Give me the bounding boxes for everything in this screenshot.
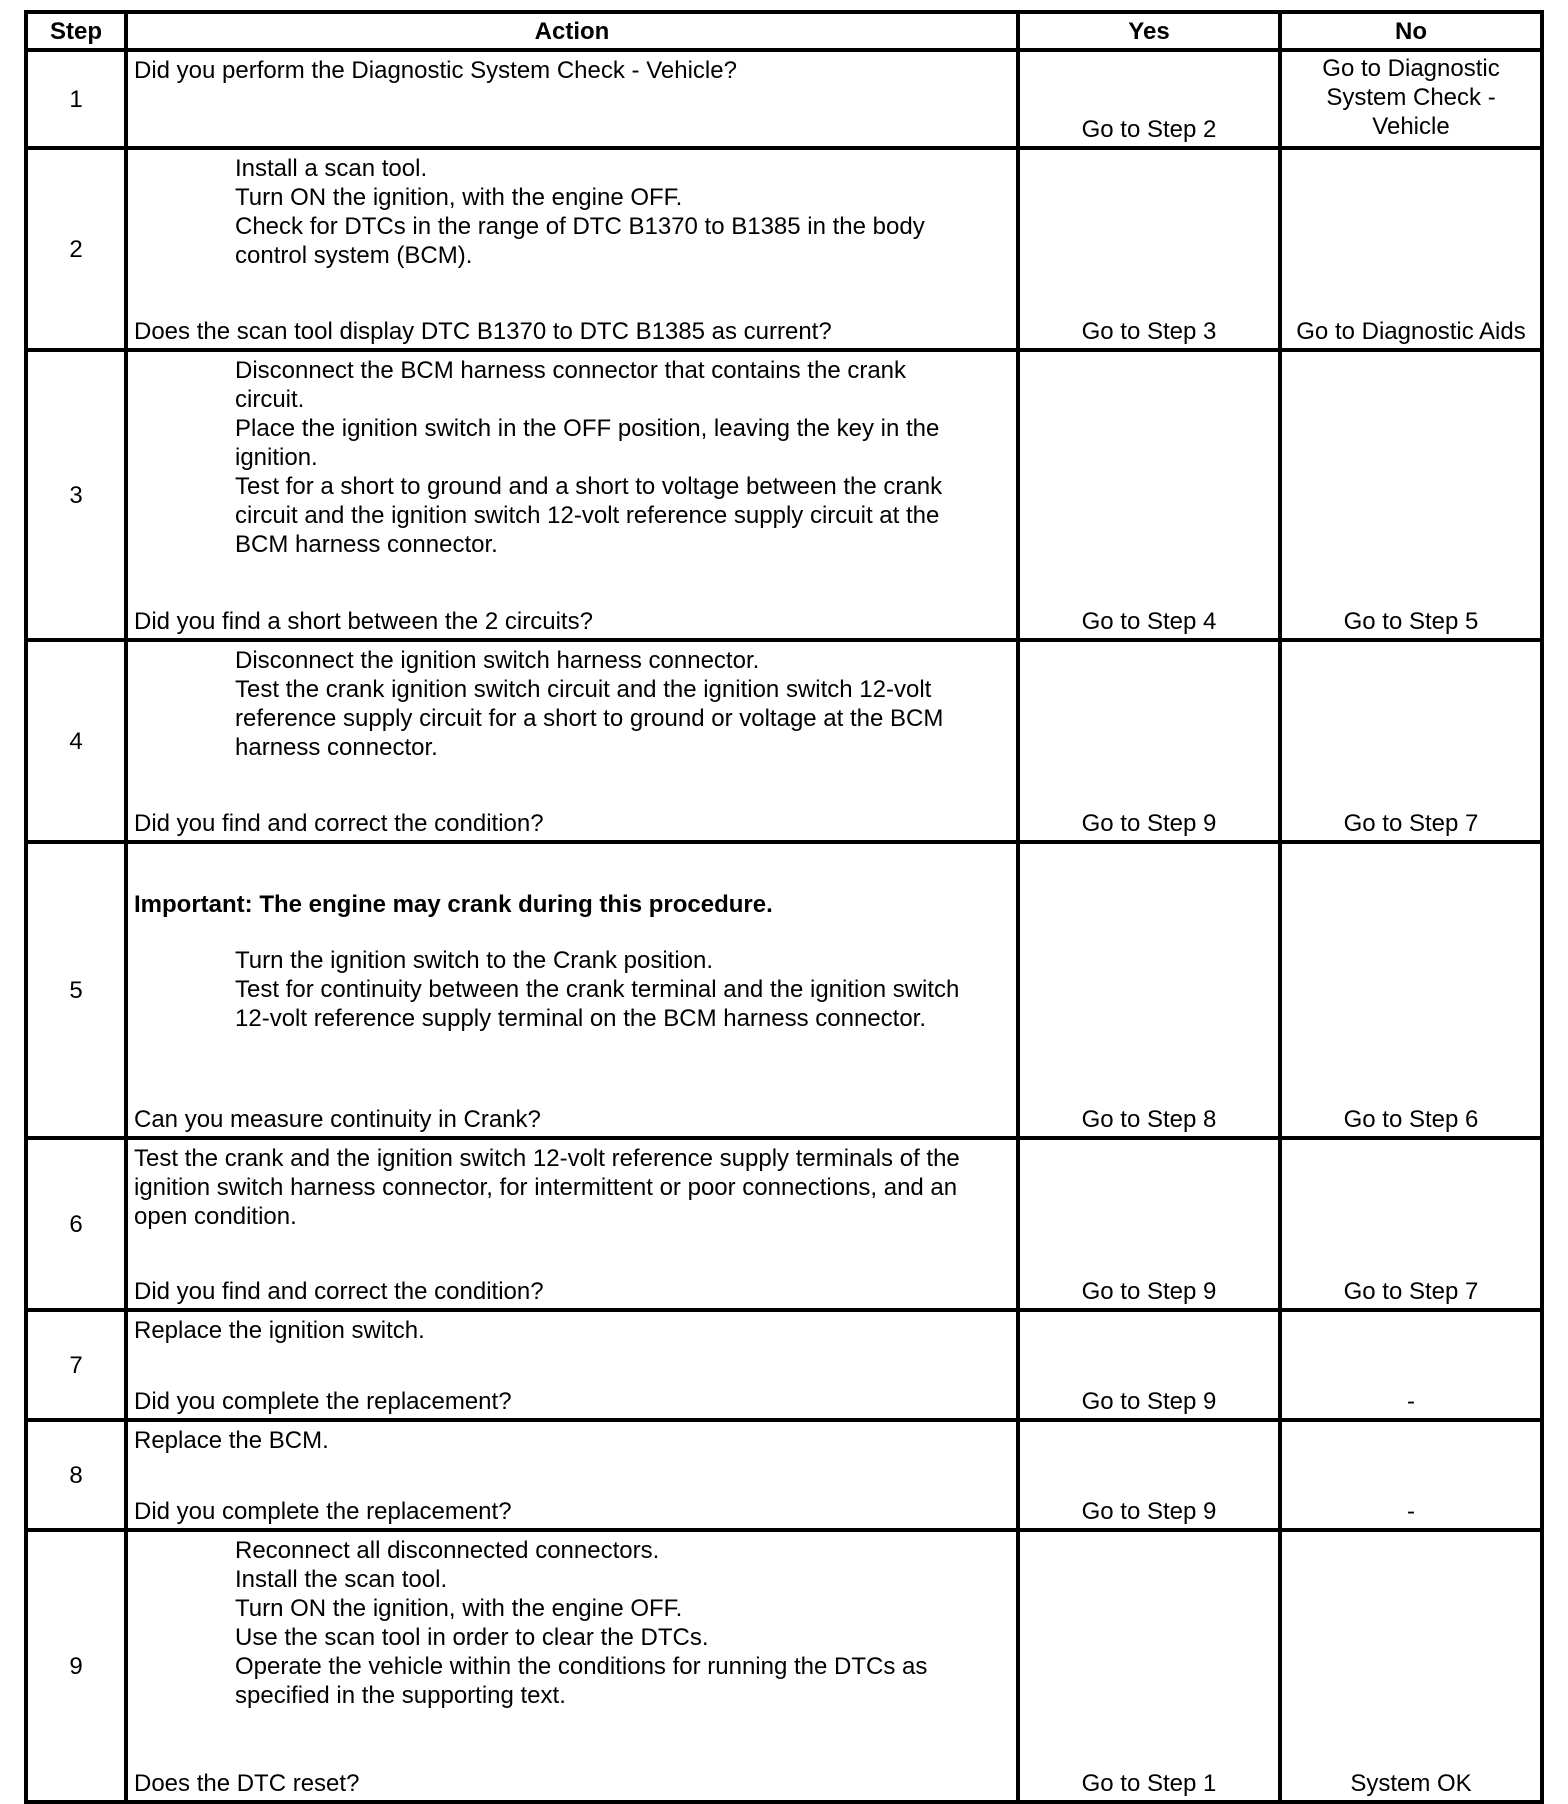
action-column-header: Action [126,12,1018,50]
no-result [1280,640,1542,842]
instruction-line: Disconnect the BCM harness connector that contains the crank [235,357,907,384]
step-column-header: Step [26,12,126,50]
no-column-header: No [1280,12,1542,50]
action-text-line: open condition. [134,1203,297,1230]
action-instruction [134,356,1010,414]
step-number: 3 [26,350,126,640]
table-row [26,350,1542,640]
instruction-line: Check for DTCs in the range of DTC B1370 to B1385 in the body [235,213,925,240]
yes-result: Go to Step 3 [1018,148,1280,350]
action-instruction [134,1565,1010,1594]
action-content [134,1426,1010,1526]
action-instruction [134,212,1010,270]
step-number: 2 [26,148,126,350]
table-row [26,1138,1542,1310]
action-question: Does the DTC reset? [134,1770,360,1797]
action-cell [126,1530,1018,1802]
action-content [134,1536,1010,1798]
spacer [134,1033,1010,1105]
action-text-line: ignition switch harness connector, for intermittent or poor connections, and an [134,1174,958,1201]
instruction-line: BCM harness connector. [235,531,498,558]
step-number: 1 [26,50,126,148]
yes-result: Go to Step 2 [1018,50,1280,148]
step-number: 6 [26,1138,126,1310]
action-instruction [134,1652,1010,1710]
instruction-line: reference supply circuit for a short to ground or voltage at the BCM [235,705,944,732]
spacer [134,1231,1010,1277]
action-question: Did you find and correct the condition? [134,810,544,837]
instruction-line: Place the ignition switch in the OFF position, leaving the key in the [235,415,940,442]
instruction-line: specified in the supporting text. [235,1682,566,1709]
no-result-line: Go to Step 7 [1343,810,1479,837]
table-row [26,1530,1542,1802]
action-text-line: Replace the ignition switch. [134,1317,425,1344]
action-question: Can you measure continuity in Crank? [134,1106,541,1133]
action-question: Does the scan tool display DTC B1370 to DTC B1385 as current? [134,318,832,345]
step-number: 4 [26,640,126,842]
table-row [26,148,1542,350]
action-instruction [134,1623,1010,1652]
action-content [134,1316,1010,1416]
action-instruction [134,1594,1010,1623]
instruction-line: Turn ON the ignition, with the engine OFF. [235,184,683,211]
no-result-line: - [1407,1388,1415,1415]
action-cell [126,1138,1018,1310]
action-instruction [134,183,1010,212]
no-result [1280,1310,1542,1420]
instruction-line: Turn ON the ignition, with the engine OFF. [235,1595,683,1622]
yes-result: Go to Step 9 [1018,1310,1280,1420]
action-content [134,154,1010,346]
no-result [1280,1138,1542,1310]
spacer [134,559,1010,607]
no-result-line: - [1407,1498,1415,1525]
no-result-line: System OK [1350,1770,1472,1797]
action-content [134,848,1010,1134]
step-number: 8 [26,1420,126,1530]
instruction-line: Test for a short to ground and a short to voltage between the crank [235,473,943,500]
spacer [134,1345,1010,1387]
instruction-line: Reconnect all disconnected connectors. [235,1537,660,1564]
instruction-line: ignition. [235,444,318,471]
action-cell [126,1310,1018,1420]
table-row [26,640,1542,842]
spacer [134,919,1010,946]
header-row [26,12,1542,50]
action-cell [126,842,1018,1138]
instruction-line: Turn the ignition switch to the Crank position. [235,947,714,974]
spacer [134,270,1010,317]
table-row [26,842,1542,1138]
instruction-line: harness connector. [235,734,438,761]
no-result [1280,1420,1542,1530]
action-instruction [134,472,1010,559]
instruction-line: 12-volt reference supply terminal on the BCM harness connector. [235,1005,927,1032]
action-content [134,1144,1010,1306]
table-row [26,1310,1542,1420]
instruction-line: circuit and the ignition switch 12-volt reference supply circuit at the [235,502,940,529]
no-result [1280,148,1542,350]
action-instruction [134,414,1010,472]
spacer [134,1710,1010,1769]
no-result-line: Go to Step 7 [1343,1278,1479,1305]
no-result [1280,50,1542,148]
table-row [26,1420,1542,1530]
action-cell [126,148,1018,350]
step-number: 5 [26,842,126,1138]
action-cell [126,640,1018,842]
spacer [134,848,1010,890]
instruction-line: control system (BCM). [235,242,473,269]
no-result-line: Go to Step 5 [1343,608,1479,635]
action-question: Did you find and correct the condition? [134,1278,544,1305]
table-body [26,50,1542,1802]
action-content [134,356,1010,636]
yes-result: Go to Step 9 [1018,1138,1280,1310]
instruction-line: Install the scan tool. [235,1566,448,1593]
action-content [134,646,1010,838]
action-question: Did you find a short between the 2 circuits? [134,608,593,635]
action-text-line: Did you perform the Diagnostic System Check - Vehicle? [134,57,737,84]
instruction-line: Install a scan tool. [235,155,428,182]
spacer [134,85,1010,144]
spacer [134,1455,1010,1497]
step-number: 9 [26,1530,126,1802]
instruction-line: Disconnect the ignition switch harness connector. [235,647,760,674]
instruction-line: Test the crank ignition switch circuit and the ignition switch 12-volt [235,676,932,703]
action-question: Did you complete the replacement? [134,1498,512,1525]
no-result-line: Vehicle [1372,113,1450,140]
no-result [1280,350,1542,640]
important-note: Important: The engine may crank during this procedure. [134,891,773,918]
yes-column-header: Yes [1018,12,1280,50]
action-instruction [134,675,1010,762]
action-text-line: Replace the BCM. [134,1427,329,1454]
yes-result: Go to Step 4 [1018,350,1280,640]
action-instruction [134,154,1010,183]
instruction-line: Test for continuity between the crank terminal and the ignition switch [235,976,960,1003]
action-content [134,56,1010,144]
step-number: 7 [26,1310,126,1420]
no-result-line: System Check - [1326,84,1496,111]
yes-result: Go to Step 8 [1018,842,1280,1138]
spacer [134,762,1010,809]
yes-result: Go to Step 9 [1018,640,1280,842]
action-cell [126,1420,1018,1530]
action-text-line: Test the crank and the ignition switch 12-volt reference supply terminals of the [134,1145,960,1172]
diagnostic-table [24,10,1544,1804]
action-instruction [134,946,1010,975]
no-result-line: Go to Diagnostic Aids [1296,318,1526,345]
action-instruction [134,1536,1010,1565]
no-result [1280,1530,1542,1802]
action-cell [126,50,1018,148]
table-row [26,50,1542,148]
action-instruction [134,975,1010,1033]
no-result-line: Go to Diagnostic [1322,55,1500,82]
instruction-line: circuit. [235,386,305,413]
action-cell [126,350,1018,640]
action-question: Did you complete the replacement? [134,1388,512,1415]
action-instruction [134,646,1010,675]
instruction-line: Operate the vehicle within the conditions for running the DTCs as [235,1653,928,1680]
yes-result: Go to Step 1 [1018,1530,1280,1802]
instruction-line: Use the scan tool in order to clear the DTCs. [235,1624,709,1651]
no-result [1280,842,1542,1138]
no-result-line: Go to Step 6 [1343,1106,1479,1133]
yes-result: Go to Step 9 [1018,1420,1280,1530]
